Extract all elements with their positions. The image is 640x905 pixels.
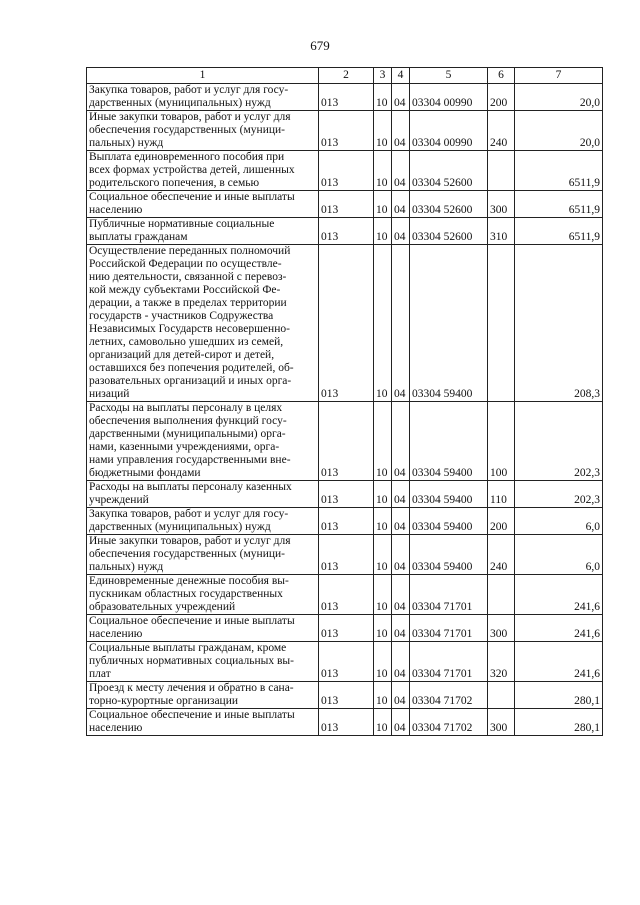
description-line: Иные закупки товаров, работ и услуг для [89,535,291,547]
cell-section: 10 [374,575,392,615]
table-row [87,575,603,615]
description-line: Расходы на выплаты персоналу казенных [89,481,292,493]
description-line: Единовременные денежные пособия вы- [89,575,289,587]
cell-amount: 202,3 [515,481,603,508]
cell-expense-type: 300 [488,191,515,218]
cell-grbs: 013 [319,151,374,191]
cell-amount: 6511,9 [515,191,603,218]
description-line: оставшихся без попечения родителей, об- [89,362,294,374]
cell-expense-type [488,682,515,709]
header-row [87,68,603,84]
cell-amount: 6,0 [515,508,603,535]
description-line: Осуществление переданных полномочий [89,245,291,257]
header-cell: 1 [87,68,319,84]
row-description [87,575,319,615]
cell-expense-type: 200 [488,84,515,111]
cell-subsection: 04 [392,84,410,111]
cell-expense-type: 200 [488,508,515,535]
cell-amount: 241,6 [515,642,603,682]
cell-grbs: 013 [319,535,374,575]
cell-section: 10 [374,615,392,642]
description-line: образовательных учреждений [89,601,236,613]
cell-section: 10 [374,84,392,111]
table-row [87,709,603,736]
description-line: кой между субъектами Российской Фе- [89,284,281,296]
cell-subsection: 04 [392,535,410,575]
cell-expense-type: 310 [488,218,515,245]
row-description [87,111,319,151]
cell-expense-type: 300 [488,709,515,736]
cell-section: 10 [374,151,392,191]
row-description [87,191,319,218]
cell-expense-type [488,245,515,402]
cell-amount: 241,6 [515,575,603,615]
cell-amount: 6511,9 [515,218,603,245]
description-line: дарственных (муниципальных) нужд [89,97,271,109]
row-description [87,481,319,508]
description-line: Иные закупки товаров, работ и услуг для [89,111,291,123]
description-line: Независимых Государств несовершенно- [89,323,290,335]
description-line: дерации, а также в пределах территории [89,297,287,309]
cell-expense-type: 100 [488,402,515,481]
description-line: Расходы на выплаты персоналу в целях [89,402,283,414]
cell-subsection: 04 [392,575,410,615]
cell-section: 10 [374,682,392,709]
row-description [87,84,319,111]
description-line: торно-курортные организации [89,695,239,707]
cell-target-article: 03304 71701 [410,575,488,615]
cell-target-article: 03304 59400 [410,481,488,508]
cell-section: 10 [374,508,392,535]
header-cell: 4 [392,68,410,84]
cell-section: 10 [374,111,392,151]
cell-target-article: 03304 59400 [410,402,488,481]
cell-grbs: 013 [319,402,374,481]
cell-section: 10 [374,709,392,736]
table-row [87,151,603,191]
description-line: Закупка товаров, работ и услуг для госу- [89,84,289,96]
table-row [87,191,603,218]
cell-subsection: 04 [392,218,410,245]
row-description [87,535,319,575]
cell-amount: 20,0 [515,84,603,111]
description-line: плат [89,668,111,680]
cell-target-article: 03304 59400 [410,245,488,402]
header-cell: 2 [319,68,374,84]
description-line: бюджетными фондами [89,467,201,479]
cell-subsection: 04 [392,245,410,402]
cell-target-article: 03304 71702 [410,682,488,709]
row-description [87,218,319,245]
description-line: Социальные выплаты гражданам, кроме [89,642,287,654]
table-row [87,218,603,245]
cell-grbs: 013 [319,642,374,682]
cell-grbs: 013 [319,191,374,218]
description-line: всех формах устройства детей, лишенных [89,164,295,176]
cell-grbs: 013 [319,682,374,709]
description-line: нами, казенными учреждениями, орга- [89,441,280,453]
description-line: низаций [89,388,130,400]
cell-subsection: 04 [392,481,410,508]
cell-target-article: 03304 71701 [410,642,488,682]
cell-expense-type: 240 [488,111,515,151]
description-line: обеспечения государственных (муници- [89,548,285,560]
description-line: пальных) нужд [89,137,164,149]
cell-target-article: 03304 59400 [410,535,488,575]
row-description [87,642,319,682]
description-line: дарственных (муниципальных) нужд [89,521,271,533]
cell-target-article: 03304 00990 [410,111,488,151]
cell-section: 10 [374,245,392,402]
cell-grbs: 013 [319,111,374,151]
cell-target-article: 03304 52600 [410,218,488,245]
description-line: нию деятельности, связанной с перевоз- [89,271,287,283]
cell-expense-type: 110 [488,481,515,508]
cell-grbs: 013 [319,508,374,535]
table-row [87,642,603,682]
cell-target-article: 03304 71701 [410,615,488,642]
description-line: обеспечения выполнения функций госу- [89,415,287,427]
description-line: Закупка товаров, работ и услуг для госу- [89,508,289,520]
cell-amount: 6511,9 [515,151,603,191]
cell-section: 10 [374,481,392,508]
description-line: Выплата единовременного пособия при [89,151,285,163]
table-body [87,84,603,736]
cell-amount: 280,1 [515,709,603,736]
cell-subsection: 04 [392,709,410,736]
header-cell: 5 [410,68,488,84]
cell-subsection: 04 [392,151,410,191]
budget-table [86,67,603,736]
cell-section: 10 [374,402,392,481]
cell-amount: 280,1 [515,682,603,709]
description-line: пальных) нужд [89,561,164,573]
cell-target-article: 03304 59400 [410,508,488,535]
description-line: Проезд к месту лечения и обратно в сана- [89,682,294,694]
cell-amount: 202,3 [515,402,603,481]
header-cell: 6 [488,68,515,84]
cell-amount: 241,6 [515,615,603,642]
row-description [87,508,319,535]
row-description [87,709,319,736]
page-number: 679 [310,38,330,53]
cell-subsection: 04 [392,111,410,151]
cell-grbs: 013 [319,218,374,245]
table-row [87,402,603,481]
description-line: Социальное обеспечение и иные выплаты [89,615,295,627]
description-line: выплаты гражданам [89,231,188,243]
cell-expense-type: 320 [488,642,515,682]
cell-subsection: 04 [392,682,410,709]
table-row [87,508,603,535]
description-line: Публичные нормативные социальные [89,218,275,230]
table-row [87,84,603,111]
cell-grbs: 013 [319,84,374,111]
table-row [87,535,603,575]
description-line: родительского попечения, в семью [89,177,260,189]
cell-section: 10 [374,642,392,682]
cell-subsection: 04 [392,402,410,481]
description-line: населению [89,204,143,216]
cell-grbs: 013 [319,615,374,642]
table-row [87,682,603,709]
cell-grbs: 013 [319,709,374,736]
description-line: пускникам областных государственных [89,588,283,600]
cell-subsection: 04 [392,508,410,535]
description-line: Российской Федерации по осуществле- [89,258,282,270]
header-cell: 3 [374,68,392,84]
cell-grbs: 013 [319,481,374,508]
cell-grbs: 013 [319,575,374,615]
row-description [87,151,319,191]
cell-expense-type: 300 [488,615,515,642]
row-description [87,615,319,642]
cell-amount: 6,0 [515,535,603,575]
cell-target-article: 03304 00990 [410,84,488,111]
cell-expense-type [488,151,515,191]
cell-amount: 20,0 [515,111,603,151]
description-line: государств - участников Содружества [89,310,274,322]
cell-subsection: 04 [392,642,410,682]
table-row [87,481,603,508]
cell-section: 10 [374,535,392,575]
description-line: учреждений [89,494,149,506]
header-cell: 7 [515,68,603,84]
description-line: Социальное обеспечение и иные выплаты [89,709,295,721]
cell-expense-type [488,575,515,615]
cell-amount: 208,3 [515,245,603,402]
description-line: разовательных организаций и иных орга- [89,375,292,387]
cell-target-article: 03304 71702 [410,709,488,736]
cell-subsection: 04 [392,191,410,218]
table-row [87,245,603,402]
cell-section: 10 [374,191,392,218]
description-line: населению [89,722,143,734]
description-line: дарственными (муниципальными) орга- [89,428,286,440]
description-line: населению [89,628,143,640]
description-line: нами управления государственными вне- [89,454,291,466]
description-line: обеспечения государственных (муници- [89,124,285,136]
description-line: организаций для детей-сирот и детей, [89,349,275,361]
row-description [87,682,319,709]
table-row [87,615,603,642]
table-row [87,111,603,151]
cell-grbs: 013 [319,245,374,402]
cell-target-article: 03304 52600 [410,151,488,191]
description-line: Социальное обеспечение и иные выплаты [89,191,295,203]
row-description [87,402,319,481]
description-line: летних, самовольно ушедших из семей, [89,336,284,348]
row-description [87,245,319,402]
cell-target-article: 03304 52600 [410,191,488,218]
cell-section: 10 [374,218,392,245]
cell-expense-type: 240 [488,535,515,575]
description-line: публичных нормативных социальных вы- [89,655,294,667]
cell-subsection: 04 [392,615,410,642]
